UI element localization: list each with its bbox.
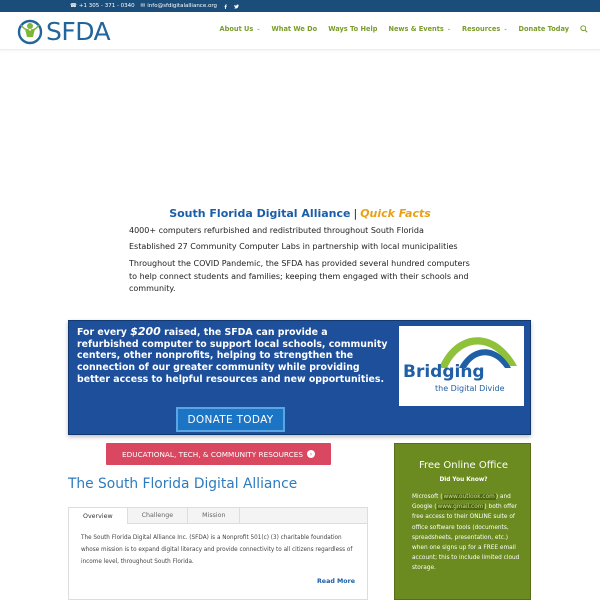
bridging-digital-divide-image xyxy=(399,326,524,406)
facebook-icon[interactable] xyxy=(223,4,228,9)
nav-item-ways-to-help[interactable] xyxy=(328,25,377,33)
search-icon[interactable] xyxy=(580,25,588,33)
bridging-title: Bridging xyxy=(403,362,485,382)
nav-label: About Us xyxy=(219,25,254,33)
fact-item: Throughout the COVID Pandemic, the SFDA has provided several hundred computers to help connect students and families; keeping them engaged with their schools and community. xyxy=(129,259,470,293)
nav-item-donate-today[interactable] xyxy=(519,25,569,33)
resources-button-label: EDUCATIONAL, TECH, & COMMUNITY RESOURCES xyxy=(122,449,303,459)
nav-item-news-events[interactable] xyxy=(388,25,451,33)
tab-bar xyxy=(69,508,367,524)
nav-item-what-we-do[interactable] xyxy=(272,25,318,33)
office-title: Free Online Office xyxy=(418,460,509,471)
nav-label: News & Events xyxy=(388,25,444,33)
donate-amount: $200 xyxy=(130,325,161,338)
nav-item-resources[interactable] xyxy=(462,25,507,33)
office-text: Microsoft ( xyxy=(412,494,443,500)
gmail-link[interactable]: www.gmail.com xyxy=(437,504,484,511)
tab-challenge[interactable]: Challenge xyxy=(128,508,188,523)
fact-item: Established 27 Community Computer Labs in partnership with local municipalities xyxy=(129,242,458,251)
nav-label: Donate Today xyxy=(518,25,569,33)
office-text: ) both offer free access to their ONLINE suite of office software tools (documents, spreadsheets, presentation, etc.) when one signs up for a FREE email account; this to include limited cloud storage. xyxy=(412,504,520,572)
tab-overview[interactable]: Overview xyxy=(69,508,128,524)
nav-item-about-us[interactable] xyxy=(220,25,261,33)
logo-text: SFDA xyxy=(46,16,111,46)
arrow-right-icon: › xyxy=(307,450,315,458)
outlook-link[interactable]: www.outlook.com xyxy=(443,494,495,500)
office-text: ) and Google ( xyxy=(412,494,511,511)
read-more-link[interactable]: Read More xyxy=(316,578,355,585)
office-body xyxy=(412,492,522,574)
quick-facts-title-accent: Quick Facts xyxy=(360,207,431,220)
overview-text: The South Florida Digital Alliance Inc. (SFDA) is a Nonprofit 501(c) (3) charitable foundation whose mission is to expand digital literacy and provide connectivity to all citizens regardless of income level, throughout South Florida. xyxy=(81,535,353,565)
donate-message xyxy=(77,326,392,386)
fact-item: 4000+ computers refurbished and redistributed throughout South Florida xyxy=(129,226,424,235)
tab-mission[interactable]: Mission xyxy=(188,508,240,523)
phone-number: +1 305 - 371 - 0340 xyxy=(78,3,135,9)
main-nav xyxy=(220,25,588,33)
donate-section xyxy=(68,320,531,435)
free-online-office-box xyxy=(394,443,531,600)
top-bar xyxy=(0,0,600,12)
email-address: info@sfdigitalalliance.org xyxy=(147,3,217,9)
title-separator: | xyxy=(353,207,358,220)
site-header xyxy=(0,12,600,50)
resources-button[interactable] xyxy=(106,443,331,465)
nav-label: What We Do xyxy=(271,25,318,33)
chevron-down-icon: ⌄ xyxy=(503,26,508,32)
phone-icon: ☎ xyxy=(70,3,77,9)
twitter-icon[interactable] xyxy=(234,4,239,9)
donate-today-button[interactable]: DONATE TODAY xyxy=(176,407,285,432)
info-tabs xyxy=(68,507,368,600)
quick-facts-title-main: South Florida Digital Alliance xyxy=(169,207,351,220)
email-contact[interactable] xyxy=(141,3,217,9)
chevron-down-icon: ⌄ xyxy=(446,26,452,32)
donate-body: raised, the SFDA can provide a refurbished computer to support local schools, community centers, other nonprofits, helping to strengthen the connection of our greater community while providing better access to helpful resources and new opportunities. xyxy=(77,327,388,385)
chevron-down-icon: ⌄ xyxy=(256,26,261,32)
bridging-subtitle: the Digital Divide xyxy=(435,384,505,393)
phone-contact[interactable] xyxy=(70,3,135,9)
donate-prefix: For every xyxy=(77,327,131,338)
quick-facts-title xyxy=(0,207,600,220)
sfda-emblem-icon xyxy=(16,17,46,45)
page-title: The South Florida Digital Alliance xyxy=(68,476,298,492)
sfda-logo[interactable] xyxy=(16,17,110,45)
envelope-icon: ✉ xyxy=(140,3,146,9)
nav-label: Resources xyxy=(462,25,501,33)
office-subtitle: Did You Know? xyxy=(439,477,488,483)
nav-label: Ways To Help xyxy=(328,25,378,33)
